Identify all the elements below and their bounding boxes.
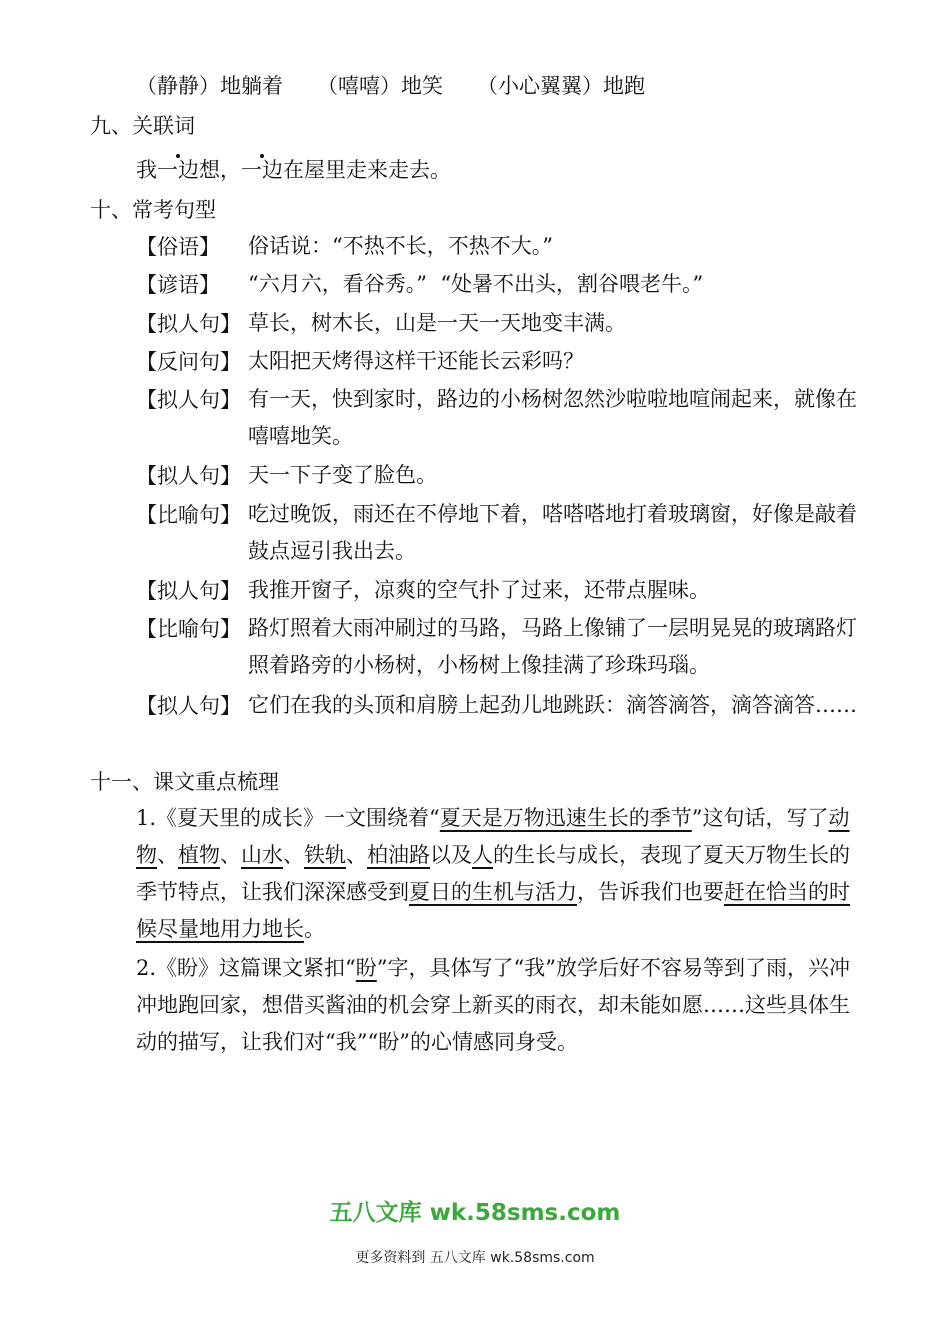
item-label: 【拟人句】 <box>136 694 241 718</box>
emphasized-conjunction: 一边 <box>241 158 283 182</box>
section-9-heading: 九、关联词 <box>90 114 195 138</box>
item-label: 【拟人句】 <box>136 312 241 336</box>
item-label: 【俗语】 <box>136 235 220 259</box>
adverb-phrases-line <box>136 70 645 102</box>
item-text: 俗话说：“不热不长，不热不大。” <box>248 234 553 258</box>
item-text: “六月六，看谷秀。” “处暑不出头，割谷喂老牛。” <box>248 272 704 296</box>
item-text: 草长，树木长，山是一天一天地变丰满。 <box>248 311 626 335</box>
summary-paragraph-1: 1.《夏天里的成长》一文围绕着“夏天是万物迅速生长的季节”这句话，写了动物、植物、山水、铁轨、柏油路以及人的生长与成长，表现了夏天万物生长的季节特点，让我们深深感受到夏日的生机与活力，告诉我们也要赶在恰当的时候尽量地用力地长。 <box>136 806 850 941</box>
watermark-footer-text: 更多资料到 五八文库 wk.58sms.com <box>355 1250 595 1266</box>
item-label: 【比喻句】 <box>136 503 241 527</box>
item-text: 天一下子变了脸色。 <box>248 463 437 487</box>
item-label: 【拟人句】 <box>136 579 241 603</box>
item-text: 有一天，快到家时，路边的小杨树忽然沙啦啦地喧闹起来，就像在嘻嘻地笑。 <box>248 387 857 448</box>
item-text: 吃过晚饭，雨还在不停地下着，嗒嗒嗒地打着玻璃窗，好像是敲着鼓点逗引我出去。 <box>248 502 857 563</box>
item-label: 【拟人句】 <box>136 464 241 488</box>
phrase-1: （静静）地躺着 <box>136 74 283 98</box>
conjunction-example-sentence: 我一边想，一边在屋里走来走去。 <box>136 158 451 182</box>
item-text: 它们在我的头顶和肩膀上起劲儿地跳跃：滴答滴答，滴答滴答…… <box>248 693 857 717</box>
watermark-logo-text: 五八文库 wk.58sms.com <box>329 1200 621 1226</box>
phrase-3: （小心翼翼）地跑 <box>477 74 645 98</box>
section-11-heading: 十一、课文重点梳理 <box>90 770 279 794</box>
item-label: 【比喻句】 <box>136 617 241 641</box>
phrase-2: （嘻嘻）地笑 <box>317 74 443 98</box>
item-label: 【谚语】 <box>136 273 220 297</box>
section-10-heading: 十、常考句型 <box>90 198 216 222</box>
item-label: 【反问句】 <box>136 350 241 374</box>
item-label: 【拟人句】 <box>136 388 241 412</box>
summary-paragraph-2: 2.《盼》这篇课文紧扣“盼”字，具体写了“我”放学后好不容易等到了雨，兴冲冲地跑回家，想借买酱油的机会穿上新买的雨衣，却未能如愿……这些具体生动的描写，让我们对“我”“盼”的心情感同身受。 <box>136 956 850 1054</box>
emphasized-conjunction: 一边 <box>157 158 199 182</box>
item-text: 我推开窗子，凉爽的空气扑了过来，还带点腥味。 <box>248 578 710 602</box>
item-text: 路灯照着大雨冲刷过的马路，马路上像铺了一层明晃晃的玻璃路灯照着路旁的小杨树，小杨树上像挂满了珍珠玛瑙。 <box>248 616 857 677</box>
item-text: 太阳把天烤得这样干还能长云彩吗？ <box>248 349 584 373</box>
